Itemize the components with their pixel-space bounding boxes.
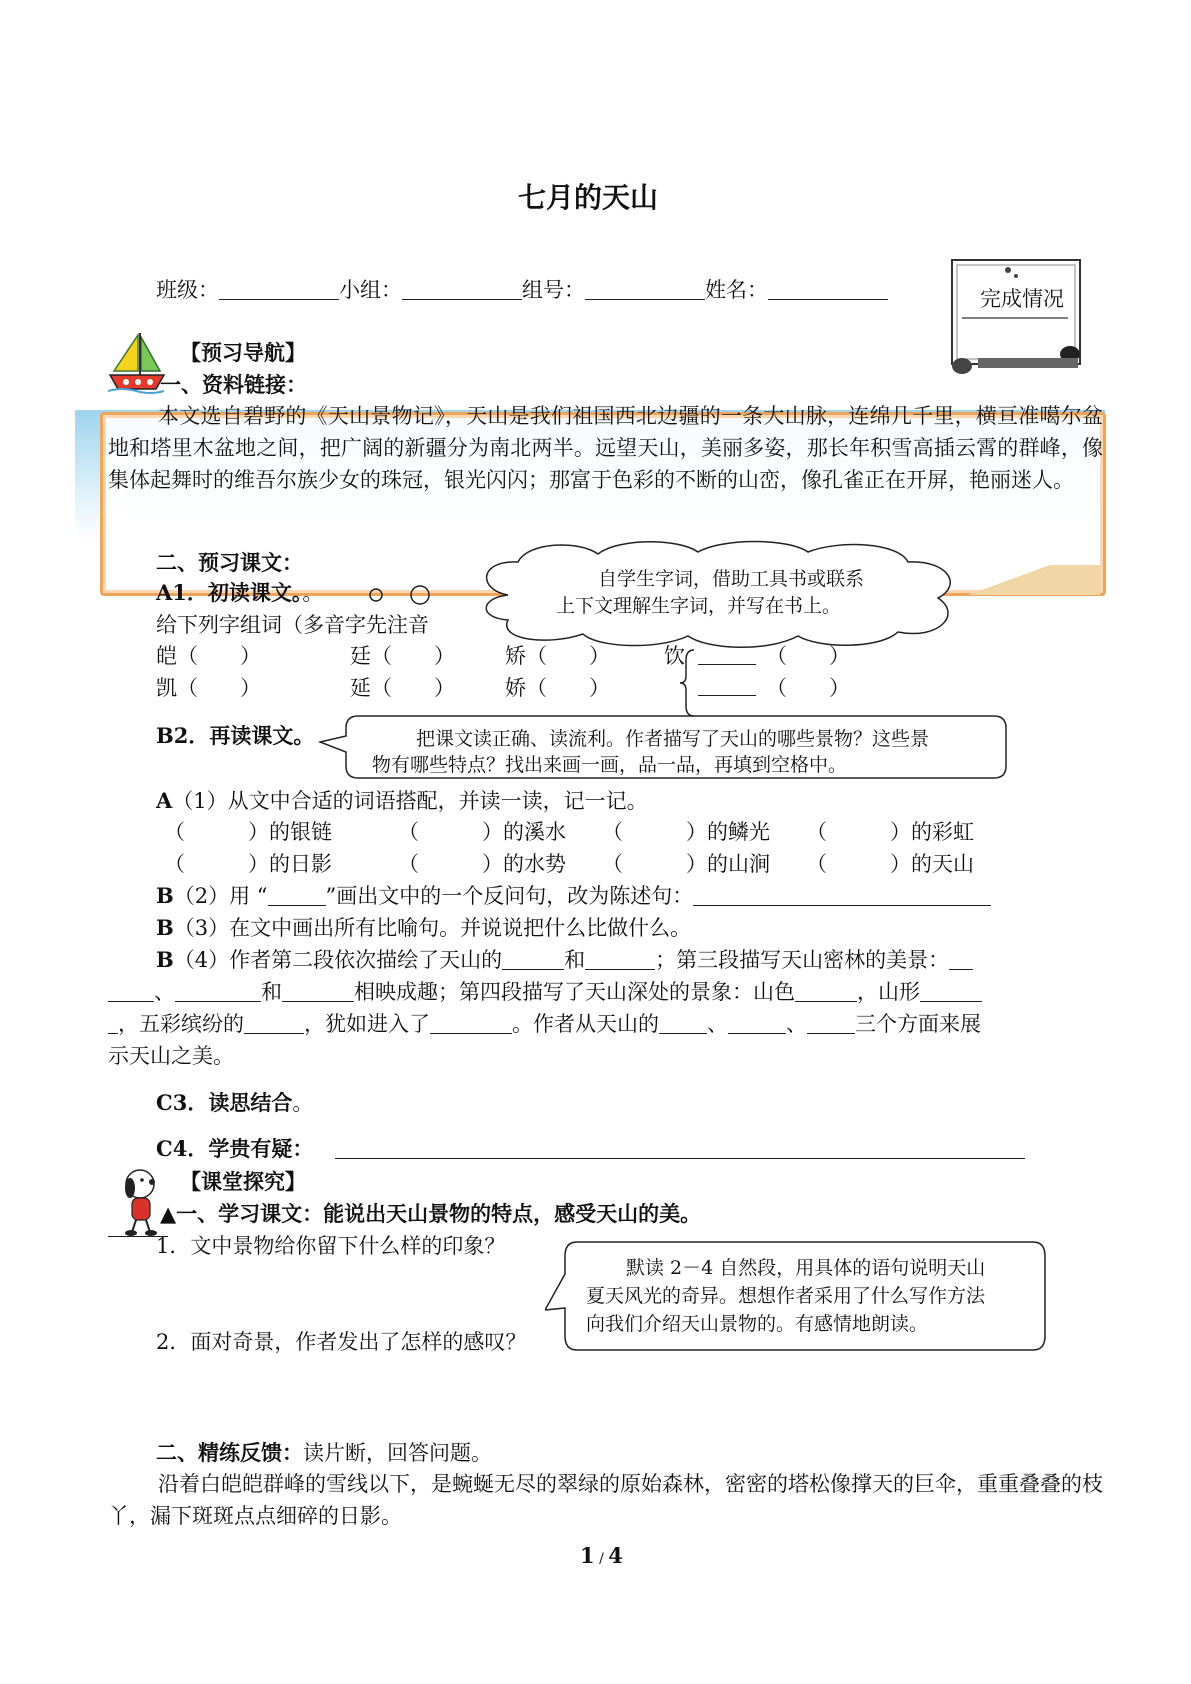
char-row1-item4: 饮 (664, 644, 685, 668)
match-row2-4: （ ）的天山 (806, 852, 974, 876)
q4-line2 (108, 976, 982, 1006)
c4-label: 4．学贵有疑： (172, 1136, 314, 1161)
bubble2-line2: 物有哪些特点？找出来画一画，品一品，再填到空格中。 (372, 754, 848, 776)
classroom-section2-title: 二、精练反馈： (156, 1440, 303, 1465)
a1-marks: 。 (302, 581, 324, 605)
classroom-heading: 【课堂探究】 (180, 1169, 306, 1194)
char-row2-item2: 延（ ） (350, 676, 455, 700)
poly-blank-1[interactable] (698, 663, 756, 665)
c3-prefix: C (156, 1090, 173, 1115)
cloud-text-line2: 上下文理解生字词，并写在书上。 (556, 595, 842, 617)
q3-prefix: B (156, 915, 174, 940)
a1-line (156, 577, 323, 607)
thought-circles-icon (368, 583, 438, 607)
char-row1-item2: 廷（ ） (350, 644, 455, 668)
q4-text-3f: 三个方面来展 (855, 1012, 981, 1036)
q4-text-1c: ；第三段描写天山密林的美景： (655, 948, 950, 972)
q4-text-1a: （4）作者第二段依次描绘了天山的 (173, 948, 503, 972)
q4-text-2d: ，山形 (857, 980, 920, 1004)
q2-line (156, 880, 991, 910)
q4-blank-13[interactable] (728, 1032, 786, 1034)
char-row2-item3: 娇（ ） (505, 676, 610, 700)
q4-text-2a: 、 (154, 980, 175, 1004)
classroom-section2-rest: 读片断，回答问题。 (303, 1441, 492, 1465)
q4-prefix: B (156, 947, 174, 972)
poly-paren-1: （ ） (766, 644, 850, 668)
q4-blank-1[interactable] (502, 968, 564, 970)
q4-text-2b: 和 (261, 980, 282, 1004)
materials-text: 本文选自碧野的《天山景物记》，天山是我们祖国西北边疆的一条大山脉，连绵几千里，横亘准噶尔盆地和塔里木盆地之间，把广阔的新疆分为南北两半。远望天山，美丽多姿，那长年积雪高插云霄的群峰，像集体起舞时的维吾尔族少女的珠冠，银光闪闪；那富于色彩的不断的山峦，像孔雀正在开屏，艳丽迷人。 (108, 404, 1103, 492)
c3-label: 3．读思结合 (172, 1090, 293, 1115)
bubble2-line1: 把课文读正确、读流利。作者描写了天山的哪些景物？这些景 (416, 728, 930, 750)
classroom-q2: 2．面对奇景，作者发出了怎样的感叹？ (156, 1330, 527, 1354)
char-row1-item3: 矫（ ） (505, 644, 610, 668)
q4-blank-11[interactable] (430, 1032, 512, 1034)
char-row1-item1: 皑（ ） (156, 644, 261, 668)
match-row1-1: （ ）的银链 (164, 820, 332, 844)
group-no-blank[interactable] (585, 298, 705, 300)
name-blank[interactable] (768, 298, 888, 300)
q2-text-b: ”画出文中的一个反问句，改为陈述句： (325, 884, 694, 908)
q2-prefix: B (156, 883, 174, 908)
q1-text: （1）从文中合适的词语搭配，并读一读，记一记。 (172, 789, 648, 813)
q4-blank-4[interactable] (108, 1000, 154, 1002)
q4-blank-6[interactable] (282, 1000, 354, 1002)
poly-paren-2: （ ） (766, 676, 850, 700)
class-blank[interactable] (219, 298, 339, 300)
q4-text-3c: 。作者从天山的 (512, 1012, 659, 1036)
group-blank[interactable] (402, 298, 522, 300)
q4-blank-7[interactable] (795, 1000, 857, 1002)
decorative-sand (960, 565, 1100, 595)
match-row2-1: （ ）的日影 (164, 852, 332, 876)
group-no-label: 组号： (522, 278, 585, 302)
c3-line (156, 1087, 313, 1117)
header-fields (156, 274, 888, 304)
bubble3-line2: 夏天风光的奇异。想想作者采用了什么写作方法 (586, 1285, 986, 1307)
group-label: 小组： (339, 278, 402, 302)
q3-line (156, 912, 691, 942)
page-number (580, 1543, 623, 1568)
match-row1-3: （ ）的鳞光 (602, 820, 770, 844)
char-row2-item1: 凯（ ） (156, 676, 261, 700)
q2-text-a: （2）用 “ (173, 884, 268, 908)
c4-prefix: C (156, 1136, 173, 1161)
q4-blank-8[interactable] (920, 1000, 982, 1002)
classroom-q1: 1．文中景物给你留下什么样的印象？ (156, 1234, 506, 1258)
b2-prefix: B (156, 723, 174, 748)
words-intro: 给下列字组词（多音字先注音 (156, 613, 429, 637)
q4-blank-10[interactable] (244, 1032, 304, 1034)
section-title-preview-text: 二、预习课文： (156, 550, 303, 575)
preview-heading: 【预习导航】 (180, 340, 306, 365)
q4-blank-3[interactable] (949, 968, 973, 970)
q2-mark-blank[interactable] (268, 904, 326, 906)
q4-text-3e: 、 (786, 1012, 807, 1036)
section-title-preview (156, 547, 303, 577)
q4-line4: 示天山之美。 (108, 1044, 234, 1068)
name-label: 姓名： (705, 278, 768, 302)
poly-blank-2[interactable] (698, 694, 756, 696)
q4-blank-9[interactable] (108, 1032, 118, 1034)
completion-stamp (948, 258, 1084, 378)
match-row1-2: （ ）的溪水 (398, 820, 566, 844)
page-sep: / (594, 1551, 609, 1567)
page-total: 4 (608, 1543, 623, 1568)
a1-label: 1．初读课文。 (172, 580, 303, 605)
c3-end: 。 (292, 1091, 314, 1115)
q4-line1 (156, 944, 973, 974)
q4-text-3b: ，犹如进入了 (304, 1012, 430, 1036)
q4-line3 (108, 1008, 981, 1038)
q4-blank-14[interactable] (807, 1032, 855, 1034)
section-title-materials: 一、资料链接： (160, 372, 307, 397)
class-label: 班级： (156, 278, 219, 302)
c4-answer-blank[interactable] (335, 1157, 1025, 1159)
completion-label: 完成情况 (980, 287, 1064, 311)
cloud-text-line1: 自学生字词，借助工具书或联系 (598, 568, 865, 590)
q1-line (156, 785, 648, 815)
q2-answer-blank[interactable] (693, 904, 991, 906)
match-row1-4: （ ）的彩虹 (806, 820, 974, 844)
q4-blank-5[interactable] (175, 1000, 261, 1002)
sailboat-icon (108, 333, 166, 395)
page-title: 七月的天山 (518, 181, 659, 214)
b2-line (156, 720, 314, 750)
match-row2-2: （ ）的水势 (398, 852, 566, 876)
q4-text-3d: 、 (707, 1012, 728, 1036)
bubble3-line1: 默读 2－4 自然段，用具体的语句说明天山 (626, 1257, 986, 1279)
classroom-section2 (156, 1437, 492, 1467)
bubble3-line3: 向我们介绍天山景物的。有感情地朗读。 (586, 1313, 929, 1335)
practice-passage: 沿着白皑皑群峰的雪线以下，是蜿蜒无尽的翠绿的原始森林，密密的塔松像撑天的巨伞，重重叠叠的枝丫，漏下斑斑点点细碎的日影。 (108, 1472, 1103, 1528)
q4-blank-2[interactable] (585, 968, 655, 970)
q4-blank-12[interactable] (659, 1032, 707, 1034)
page-current: 1 (580, 1543, 595, 1568)
classroom-section1-title: ▲一、学习课文：能说出天山景物的特点，感受天山的美。 (160, 1201, 702, 1226)
q3-text: （3）在文中画出所有比喻句。并说说把什么比做什么。 (173, 916, 692, 940)
q4-text-2c: 相映成趣；第四段描写了天山深处的景象：山色 (354, 980, 795, 1004)
c4-line (156, 1133, 1025, 1163)
match-row2-3: （ ）的山涧 (602, 852, 770, 876)
q4-text-1b: 和 (564, 948, 586, 972)
a1-prefix: A (156, 580, 173, 605)
q4-text-3a: ，五彩缤纷的 (118, 1012, 244, 1036)
b2-label: 2．再读课文。 (173, 723, 315, 748)
q1-prefix: A (156, 788, 173, 813)
brace-icon (680, 648, 698, 718)
